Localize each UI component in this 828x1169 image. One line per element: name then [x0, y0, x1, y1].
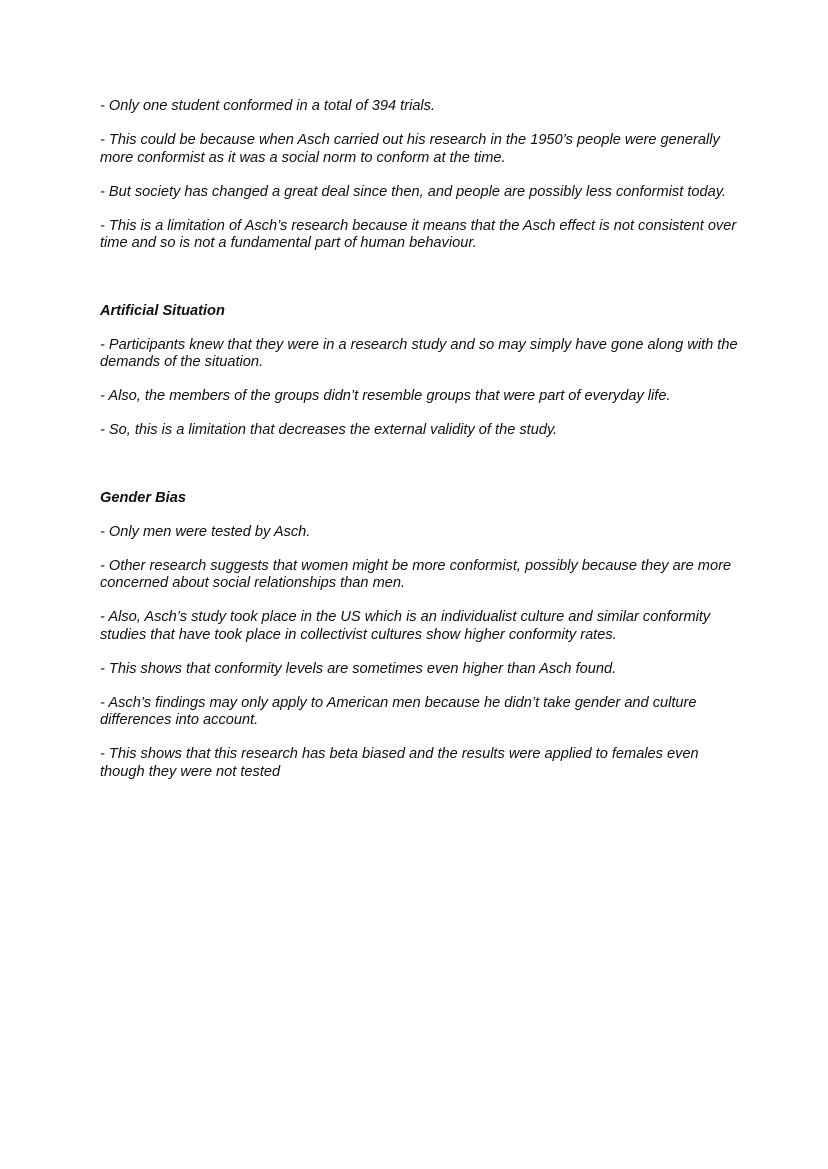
paragraph: - Only men were tested by Asch. [100, 523, 311, 540]
paragraph: - Participants knew that they were in a research study and so may simply have gone along with the demands of the situation. [100, 336, 738, 370]
paragraph: - Other research suggests that women might be more conformist, possibly because they are more concerned about social relationships than men. [100, 557, 732, 591]
paragraph: - Also, Asch’s study took place in the US which is an individualist culture and similar conformity studies that have took place in collectivist cultures show higher conformity rates. [100, 609, 711, 643]
paragraph: - But society has changed a great deal since then, and people are possibly less conformist today. [100, 183, 727, 200]
section-artificial-situation [100, 303, 740, 440]
paragraph: - This shows that conformity levels are sometimes even higher than Asch found. [100, 660, 617, 677]
document-page [100, 98, 740, 798]
section-gender-bias [100, 490, 740, 782]
paragraph: - This could be because when Asch carried out his research in the 1950’s people were generally more conformist as it was a social norm to conform at the time. [100, 132, 720, 166]
paragraph: - This shows that this research has beta biased and the results were applied to females even though they were not tested [100, 746, 699, 780]
section-heading: Artificial Situation [100, 302, 225, 319]
paragraph: - Also, the members of the groups didn’t resemble groups that were part of everyday life. [100, 388, 671, 404]
section-heading: Gender Bias [100, 489, 186, 506]
section-conformity-over-time [100, 98, 740, 253]
paragraph: - Asch’s findings may only apply to American men because he didn’t take gender and culture differences into account. [100, 694, 697, 728]
paragraph: - This is a limitation of Asch’s research because it means that the Asch effect is not consistent over time and so is not a fundamental part of human behaviour. [100, 217, 737, 251]
paragraph: - So, this is a limitation that decreases the external validity of the study. [100, 422, 558, 438]
paragraph: - Only one student conformed in a total of 394 trials. [100, 98, 436, 114]
